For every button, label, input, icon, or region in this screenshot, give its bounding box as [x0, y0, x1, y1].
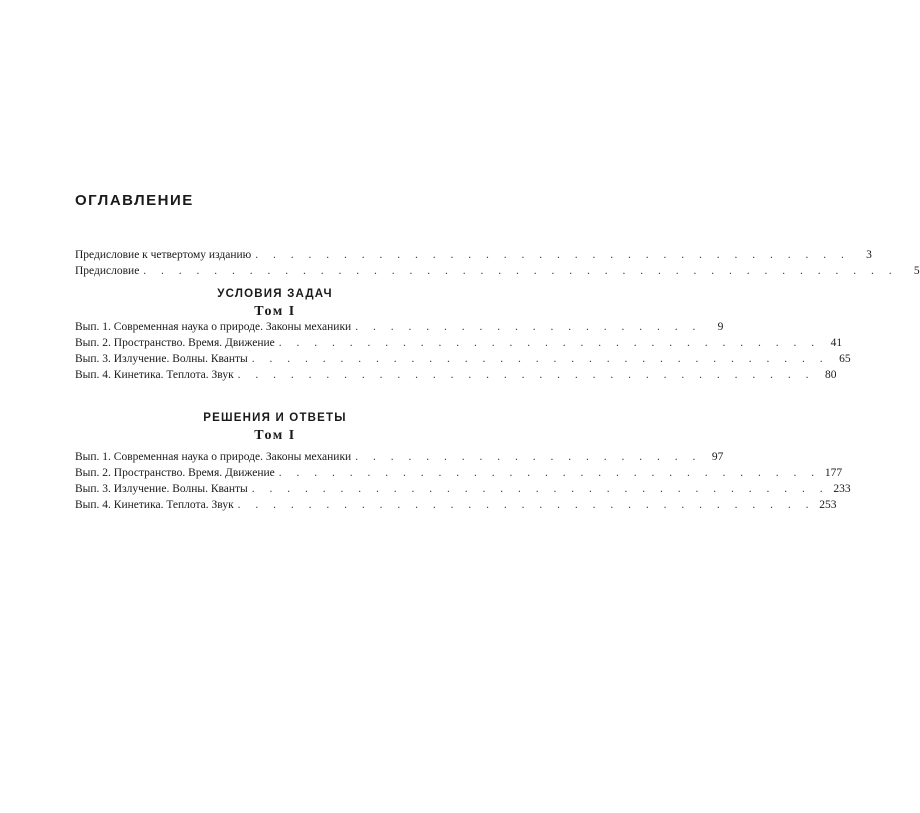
section-title: РЕШЕНИЯ И ОТВЕТЫ [203, 412, 347, 424]
toc-entry-label: Вып. 3. Излучение. Волны. Кванты [75, 483, 248, 495]
toc-leader-dots: . . . . . . . . . . . . . . . . . . . . . . . . . . . . . . . [278, 337, 821, 349]
toc-leader-dots: . . . . . . . . . . . . . . . . . . . . . . . . . . . . . . . . . [251, 483, 829, 495]
toc-entry-page: 80 [825, 369, 837, 381]
toc-entry-label: Вып. 1. Современная наука о природе. Законы механики [75, 451, 352, 463]
toc-entry [75, 265, 920, 281]
toc-entry [75, 483, 851, 499]
section-entry-list [75, 451, 851, 515]
front-matter-list [75, 249, 920, 281]
toc-entry-label: Вып. 3. Излучение. Волны. Кванты [75, 353, 248, 365]
toc-entry [75, 369, 837, 385]
toc-leader-dots: . . . . . . . . . . . . . . . . . . . . . . . . . . . . . . . . . [237, 369, 815, 381]
toc-entry-page: 3 [866, 249, 872, 261]
toc-entry-label: Вып. 1. Современная наука о природе. Законы механики [75, 321, 352, 333]
toc-entry-label: Предисловие к четвертому изданию [75, 249, 252, 261]
toc-entry-label: Вып. 2. Пространство. Время. Движение [75, 337, 275, 349]
toc-entry-page: 5 [913, 265, 920, 277]
toc-entry [75, 499, 837, 515]
toc-leader-dots: . . . . . . . . . . . . . . . . . . . . . . . . . . . . . . . . . [237, 499, 815, 511]
toc-entry-page: 177 [824, 467, 843, 479]
toc-leader-dots: . . . . . . . . . . . . . . . . . . . . . . . . . . . . . . . . . [251, 353, 829, 365]
toc-entry [75, 321, 724, 337]
section-entry-list [75, 321, 851, 385]
toc-leader-dots: . . . . . . . . . . . . . . . . . . . . . . . . . . . . . . . [278, 467, 821, 479]
toc-entry-label: Вып. 4. Кинетика. Теплота. Звук [75, 369, 234, 381]
toc-entry [75, 337, 843, 353]
toc-entry-page: 41 [830, 337, 843, 349]
toc-entry-page: 253 [819, 499, 837, 511]
toc-entry-label: Предисловие [75, 265, 140, 277]
toc-entry [75, 467, 843, 483]
toc-entry-page: 233 [833, 483, 851, 495]
toc-entry [75, 353, 851, 369]
toc-entry-page: 65 [839, 353, 851, 365]
toc-entry [75, 249, 872, 265]
volume-title: Том I [254, 304, 296, 319]
toc-leader-dots: . . . . . . . . . . . . . . . . . . . . . . . . . . . . . . . . . . . . . . . . . . . [143, 265, 898, 277]
toc-entry-label: Вып. 4. Кинетика. Теплота. Звук [75, 499, 234, 511]
toc-entry-label: Вып. 2. Пространство. Время. Движение [75, 467, 275, 479]
toc-leader-dots: . . . . . . . . . . . . . . . . . . . . [355, 321, 702, 333]
page-title: ОГЛАВЛЕНИЕ [75, 192, 194, 209]
toc-entry-page: 97 [711, 451, 724, 463]
toc-entry-page: 9 [717, 321, 724, 333]
toc-entry [75, 451, 724, 467]
toc-leader-dots: . . . . . . . . . . . . . . . . . . . . [355, 451, 702, 463]
section-title: УСЛОВИЯ ЗАДАЧ [217, 288, 333, 300]
toc-leader-dots: . . . . . . . . . . . . . . . . . . . . . . . . . . . . . . . . . . [255, 249, 850, 261]
volume-title: Том I [254, 428, 296, 443]
